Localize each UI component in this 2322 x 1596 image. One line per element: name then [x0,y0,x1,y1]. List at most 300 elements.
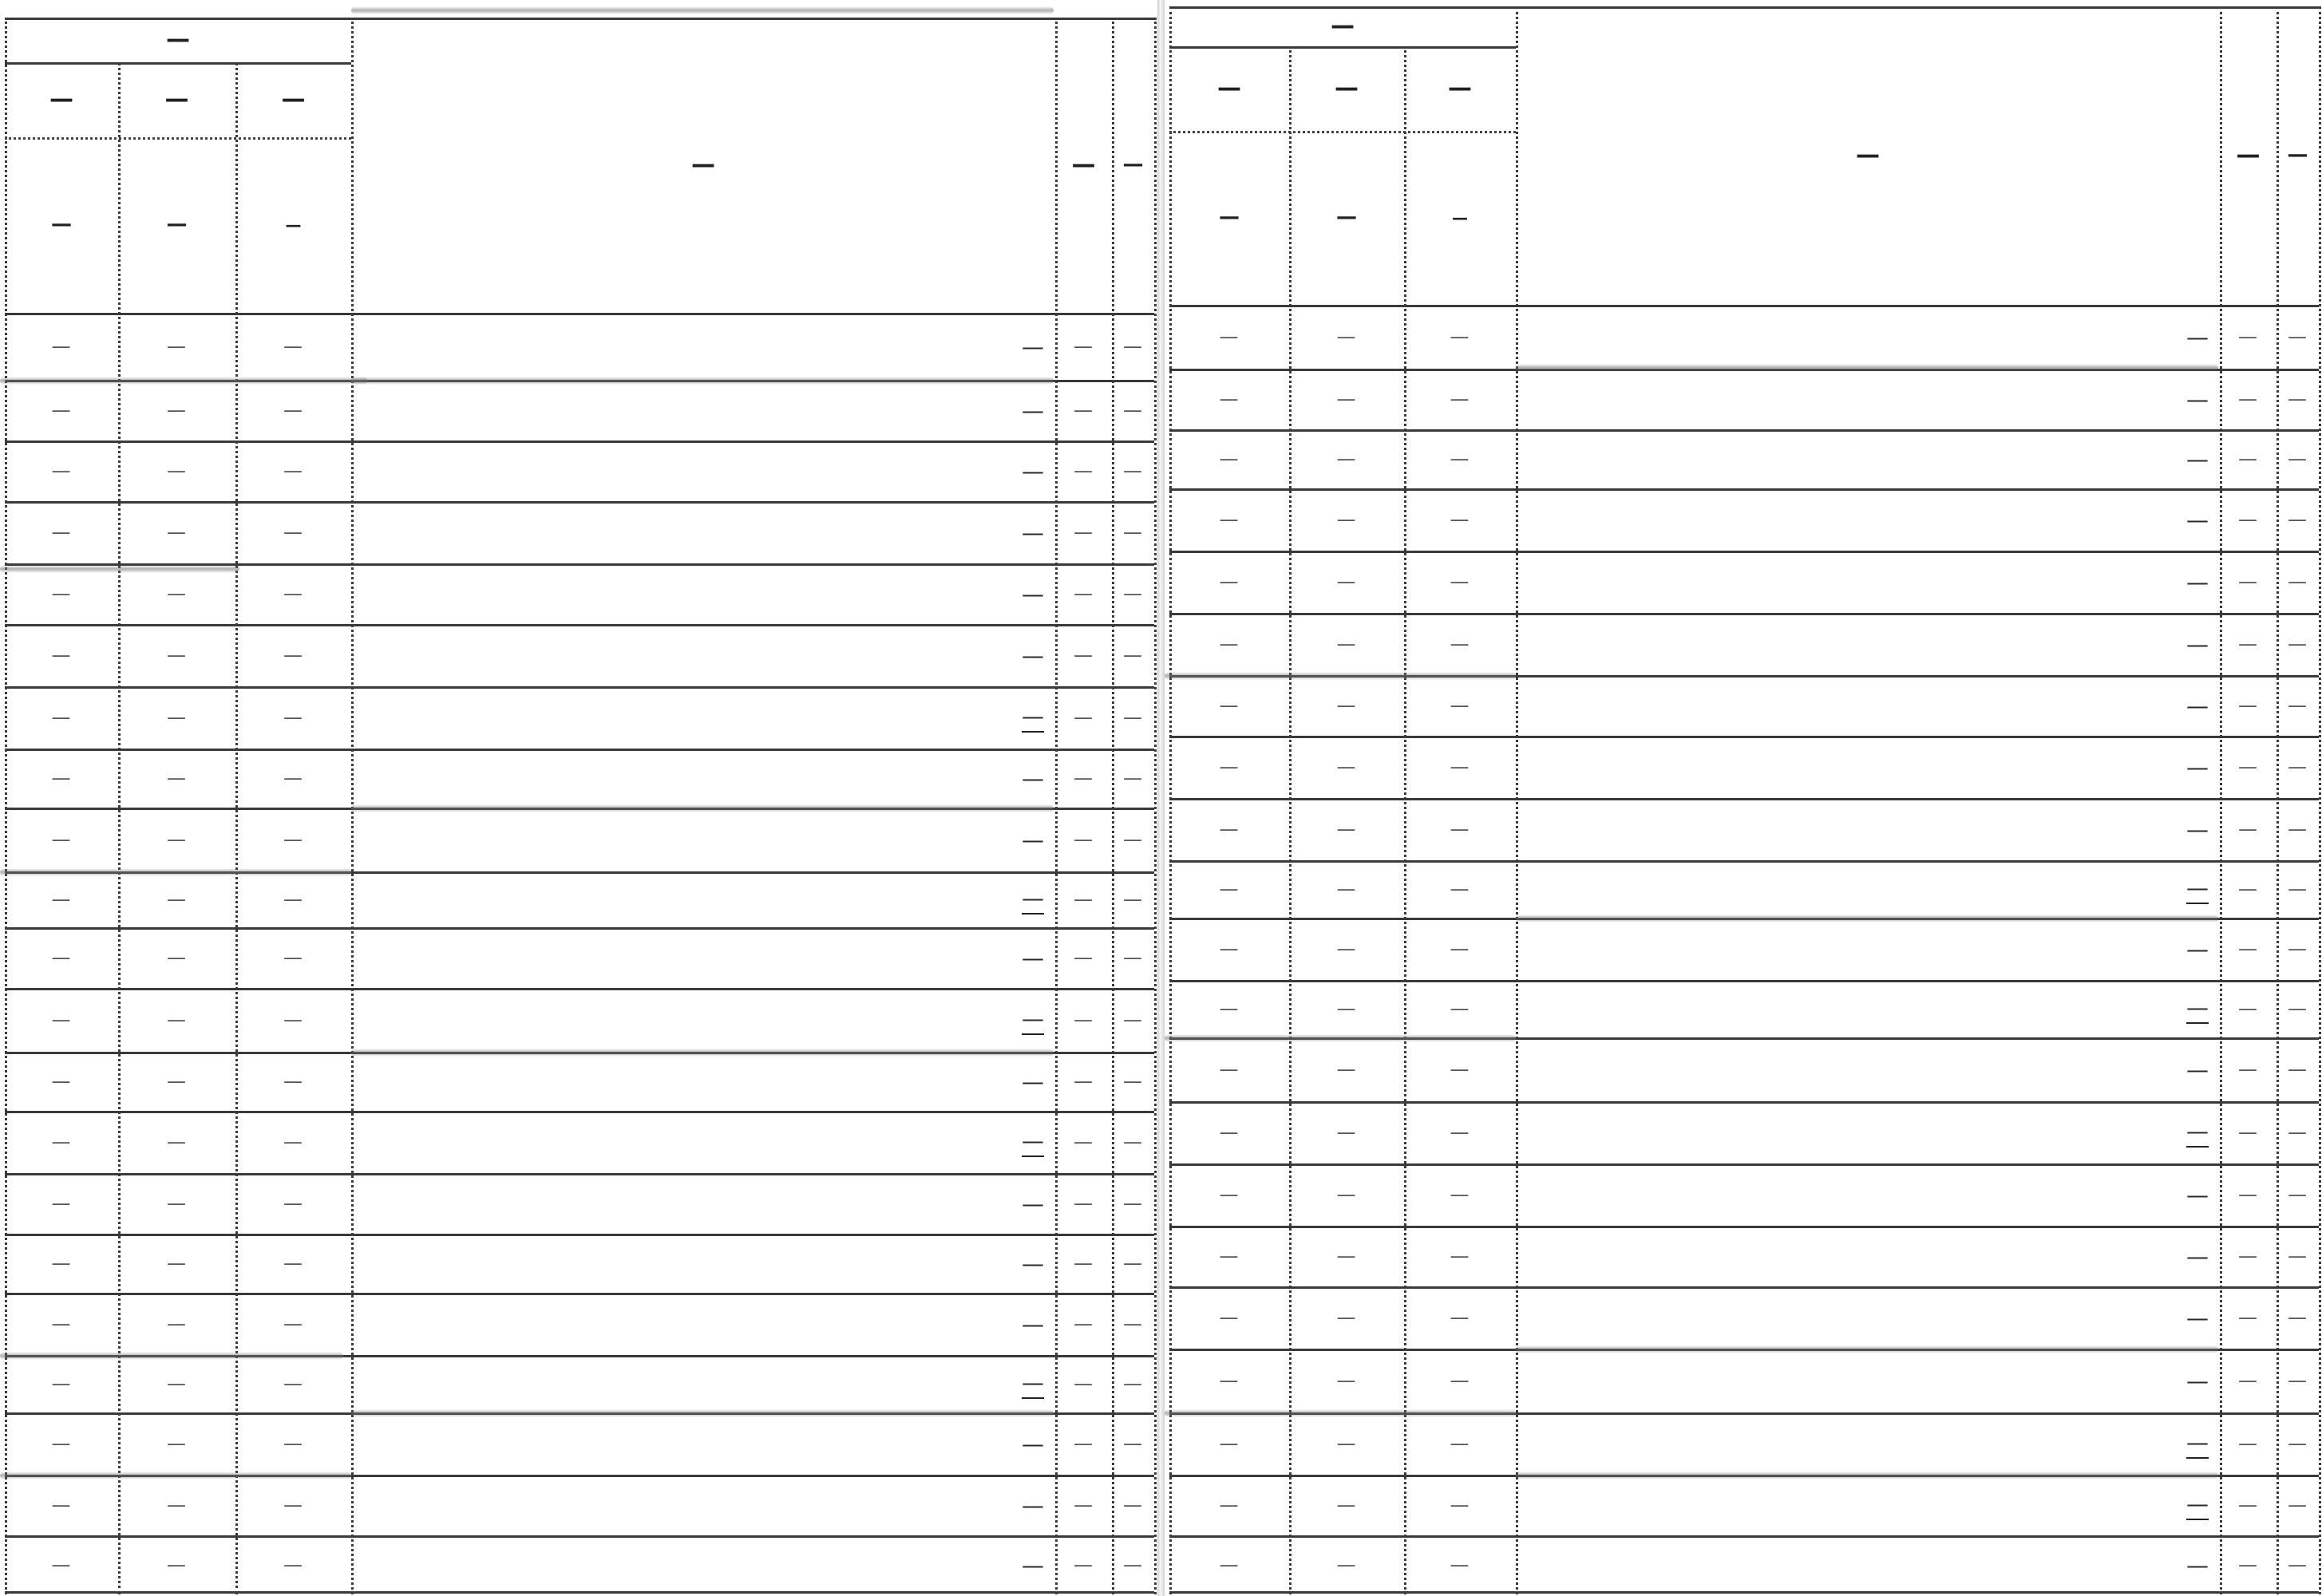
cell-col-a: — [1219,1494,1240,1516]
header-group-title: — [166,25,190,53]
row-description-text: — [2186,1242,2209,1270]
row-code: — [1074,767,1094,789]
cell-col-b: — [1336,1369,1357,1392]
row-index: — [1123,1131,1143,1153]
cell-col-a: — [1219,694,1240,717]
row-index: — [1123,583,1143,605]
cell-col-c: — [283,1554,303,1576]
row-index: — [1123,1070,1143,1092]
row-description-text: — [2186,1181,2209,1208]
row-code: — [2238,633,2258,655]
row-description-text: — [2186,1304,2209,1331]
row-description [351,313,1055,380]
row-description [351,380,1055,440]
row-description [351,808,1055,871]
header-code: — [1071,150,1096,179]
header-col-c: — [285,215,302,235]
row-index: — [1123,706,1143,729]
cell-col-b: — [167,1252,187,1274]
scan-smear [0,565,239,573]
row-index: — [2288,756,2308,778]
table-bottom-rule [5,1591,1154,1594]
cell-col-c: — [1450,508,1470,531]
cell-col-c: — [283,1252,303,1274]
row-code: — [1074,828,1094,851]
row-code: — [1074,644,1094,666]
row-index: — [1123,1373,1143,1395]
row-description [351,563,1055,624]
row-description-text: — [2186,1118,2209,1148]
cell-col-a: — [1219,1369,1240,1392]
cell-col-a: — [51,1554,72,1576]
row-index: — [1123,1494,1143,1516]
row-code: — [2238,1494,2258,1516]
row-description-text: — [1022,826,1044,853]
cell-col-a: — [51,399,72,421]
row-description-text: — [2186,323,2209,350]
cell-col-a: — [51,1009,72,1031]
header-sub-a: — [49,85,73,113]
cell-col-a: — [51,1131,72,1153]
cell-col-a: — [1219,1121,1240,1144]
scan-smear [351,1409,1054,1417]
header-sub-a: — [1217,73,1241,102]
scan-smear [1165,672,1516,680]
column-rule [1154,18,1157,1594]
row-index: — [1123,460,1143,482]
cell-col-a: — [51,1432,72,1455]
row-description [351,1535,1055,1594]
cell-col-b: — [1336,878,1357,900]
row-description-text: — [1022,1430,1044,1457]
cell-col-a: — [51,460,72,482]
cell-col-c: — [1450,571,1470,593]
cell-col-a: — [51,1494,72,1516]
row-code: — [1074,706,1094,729]
cell-col-c: — [1450,998,1470,1020]
header-col-c: — [1452,207,1468,227]
row-index: — [1123,1313,1143,1335]
header-col-b: — [1336,205,1357,230]
cell-col-c: — [1450,1058,1470,1080]
row-index: — [2288,1432,2308,1455]
cell-col-a: — [1219,756,1240,778]
cell-col-b: — [1336,633,1357,655]
header-col-a: — [1219,205,1240,230]
row-code: — [2238,1554,2258,1576]
row-index: — [2288,633,2308,655]
row-description [351,624,1055,686]
row-index: — [2288,388,2308,410]
row-description-text: — [1022,1310,1044,1337]
row-description-text: — [2186,445,2209,472]
row-description-text: — [1022,1005,1044,1035]
column-rule [2319,6,2321,1594]
cell-col-a: — [51,1313,72,1335]
row-description [1516,860,2220,918]
row-code: — [1074,399,1094,421]
row-description-text: — [2186,630,2209,658]
scan-smear [0,1352,343,1360]
row-index: — [2288,1058,2308,1080]
row-description-text: — [2186,994,2209,1024]
row-code: — [2238,1369,2258,1392]
cell-col-c: — [1450,1245,1470,1267]
cell-col-b: — [167,1009,187,1031]
scan-smear [0,377,367,385]
cell-col-b: — [1336,998,1357,1020]
cell-col-c: — [283,1494,303,1516]
row-description-text: — [1022,1369,1044,1399]
cell-col-c: — [1450,694,1470,717]
row-index: — [1123,888,1143,911]
row-code: — [1074,1432,1094,1455]
cell-col-b: — [1336,508,1357,531]
row-code: — [1074,335,1094,358]
cell-col-c: — [1450,388,1470,410]
row-description-text: — [1022,885,1044,915]
row-description-text: — [1022,944,1044,971]
cell-col-c: — [283,1373,303,1395]
row-index: — [1123,521,1143,543]
row-index: — [1123,1192,1143,1215]
cell-col-b: — [167,644,187,666]
row-description [1516,429,2220,488]
row-index: — [2288,694,2308,717]
cell-col-a: — [1219,388,1240,410]
row-description-text: — [2186,1429,2209,1459]
cell-col-b: — [1336,1554,1357,1576]
row-description [351,1111,1055,1173]
row-code: — [2238,1245,2258,1267]
row-description [1516,918,2220,980]
cell-col-a: — [51,583,72,605]
cell-col-a: — [51,888,72,911]
row-description [1516,736,2220,798]
row-description [1516,1349,2220,1412]
row-description-text: — [2186,1551,2209,1578]
row-description-text: — [2186,692,2209,719]
cell-col-c: — [1450,448,1470,470]
row-description [351,1355,1055,1412]
row-description-text: — [1022,1491,1044,1519]
row-code: — [2238,326,2258,348]
row-index: — [2288,1183,2308,1206]
cell-col-c: — [1450,756,1470,778]
row-description [1516,369,2220,429]
cell-col-c: — [1450,1494,1470,1516]
cell-col-b: — [167,1313,187,1335]
row-code: — [2238,1121,2258,1144]
cell-col-a: — [1219,1183,1240,1206]
cell-col-c: — [1450,1183,1470,1206]
cell-col-a: — [51,335,72,358]
cell-col-b: — [167,1192,187,1215]
cell-col-c: — [283,399,303,421]
cell-col-b: — [1336,756,1357,778]
scan-smear [1516,1472,2218,1479]
row-description [1516,1535,2220,1594]
scan-smear [1516,1345,2218,1353]
cell-col-c: — [283,1131,303,1153]
cell-col-b: — [167,1494,187,1516]
row-index: — [1123,399,1143,421]
row-description-text: — [1022,703,1044,733]
row-code: — [2238,878,2258,900]
row-description-text: — [2186,1056,2209,1083]
row-index: — [2288,1245,2308,1267]
row-description [1516,613,2220,675]
cell-col-a: — [51,1070,72,1092]
row-index: — [2288,878,2308,900]
row-code: — [2238,756,2258,778]
row-code: — [2238,818,2258,840]
cell-col-a: — [51,1252,72,1274]
row-description [1516,551,2220,613]
row-description-text: — [2186,506,2209,533]
row-description [351,1052,1055,1111]
scan-smear [1516,364,2218,372]
cell-col-c: — [1450,1121,1470,1144]
cell-col-b: — [1336,1058,1357,1080]
cell-col-c: — [283,1313,303,1335]
row-description [1516,1037,2220,1101]
row-code: — [2238,448,2258,470]
row-index: — [2288,998,2308,1020]
scan-smear [1165,1034,1516,1042]
row-index: — [2288,326,2308,348]
row-code: — [2238,1432,2258,1455]
cell-col-c: — [1450,1554,1470,1576]
row-description [351,749,1055,808]
cell-col-a: — [1219,1245,1240,1267]
cell-col-b: — [1336,818,1357,840]
scan-smear [0,868,351,876]
row-code: — [2238,571,2258,593]
scan-smear [1516,915,2218,922]
row-code: — [2238,998,2258,1020]
cell-col-b: — [1336,571,1357,593]
cell-col-b: — [167,1131,187,1153]
cell-col-b: — [1336,1183,1357,1206]
row-code: — [1074,460,1094,482]
row-description [351,1412,1055,1475]
scan-smear [351,1049,1054,1057]
cell-col-b: — [167,1554,187,1576]
cell-col-b: — [1336,938,1357,960]
row-code: — [1074,1131,1094,1153]
cell-col-c: — [1450,1369,1470,1392]
cell-col-c: — [283,767,303,789]
cell-col-b: — [1336,1121,1357,1144]
cell-col-b: — [167,946,187,969]
row-code: — [1074,1554,1094,1576]
cell-col-b: — [167,583,187,605]
row-index: — [2288,1554,2308,1576]
cell-col-c: — [283,1432,303,1455]
cell-col-c: — [1450,818,1470,840]
cell-col-c: — [283,1192,303,1215]
row-description [1516,1163,2220,1226]
row-description [351,686,1055,749]
scan-smear [351,377,1054,385]
row-index: — [2288,938,2308,960]
cell-col-b: — [167,888,187,911]
row-index: — [1123,1554,1143,1576]
cell-col-b: — [167,1070,187,1092]
cell-col-b: — [167,767,187,789]
cell-col-c: — [283,1009,303,1031]
row-index: — [2288,818,2308,840]
cell-col-b: — [1336,326,1357,348]
row-code: — [1074,1252,1094,1274]
row-index: — [1123,1252,1143,1274]
cell-col-b: — [167,828,187,851]
scan-smear [351,6,1054,14]
cell-col-a: — [1219,1306,1240,1329]
row-index: — [2288,1121,2308,1144]
cell-col-a: — [51,706,72,729]
scan-sheet-left [0,0,1157,1596]
row-description [351,1234,1055,1293]
row-code: — [1074,946,1094,969]
cell-col-a: — [51,828,72,851]
cell-col-a: — [1219,1058,1240,1080]
row-description [351,988,1055,1052]
row-description [351,1293,1055,1355]
row-description-text: — [1022,1551,1044,1578]
row-description-text: — [2186,753,2209,780]
cell-col-b: — [167,521,187,543]
header-sub-b: — [1335,73,1359,102]
row-index: — [1123,1432,1143,1455]
header-code: — [2236,140,2261,169]
data-table-left [0,0,1157,1596]
row-description-text: — [1022,1190,1044,1217]
header-index: — [2287,143,2308,168]
row-index: — [1123,1009,1143,1031]
row-description-text: — [2186,935,2209,962]
header-col-a: — [51,212,72,237]
row-code: — [1074,1192,1094,1215]
cell-col-c: — [283,946,303,969]
cell-col-c: — [283,583,303,605]
cell-col-b: — [1336,388,1357,410]
row-index: — [2288,1306,2308,1329]
cell-col-c: — [283,644,303,666]
cell-col-b: — [167,399,187,421]
row-index: — [2288,1369,2308,1392]
cell-col-c: — [1450,1306,1470,1329]
row-description [351,440,1055,501]
cell-col-a: — [1219,998,1240,1020]
row-description-text: — [2186,1491,2209,1520]
row-description [1516,980,2220,1037]
cell-col-a: — [51,946,72,969]
row-description-text: — [1022,457,1044,484]
scan-smear [351,804,1054,812]
row-description-text: — [1022,1128,1044,1157]
row-index: — [2288,508,2308,531]
row-code: — [1074,1070,1094,1092]
scan-sheet-right [1165,0,2322,1596]
row-description-text: — [2186,568,2209,595]
cell-col-c: — [1450,633,1470,655]
row-description-text: — [1022,642,1044,669]
row-description [1516,675,2220,736]
scan-smear [0,1472,351,1479]
row-index: — [2288,571,2308,593]
cell-col-c: — [1450,1432,1470,1455]
scan-smear [1165,1409,1516,1417]
header-index: — [1122,152,1144,177]
row-description-text: — [1022,333,1044,360]
row-index: — [1123,946,1143,969]
row-code: — [2238,1183,2258,1206]
row-code: — [2238,1306,2258,1329]
cell-col-c: — [283,888,303,911]
row-description [1516,488,2220,551]
cell-col-b: — [167,335,187,358]
row-code: — [1074,888,1094,911]
row-description-text: — [2186,1367,2209,1394]
row-code: — [1074,1313,1094,1335]
row-description [1516,1286,2220,1349]
cell-col-a: — [51,644,72,666]
row-description-text: — [2186,875,2209,904]
row-code: — [1074,1009,1094,1031]
cell-col-c: — [1450,878,1470,900]
row-description-text: — [1022,580,1044,607]
cell-col-a: — [51,521,72,543]
cell-col-b: — [167,460,187,482]
row-code: — [1074,1373,1094,1395]
cell-col-c: — [283,335,303,358]
data-table-right [1165,0,2322,1596]
row-description [1516,1412,2220,1475]
cell-col-c: — [283,1070,303,1092]
cell-col-c: — [1450,326,1470,348]
row-description-text: — [2186,816,2209,843]
cell-col-b: — [167,1373,187,1395]
row-code: — [2238,694,2258,717]
table-bottom-rule [1169,1591,2319,1594]
cell-col-b: — [1336,448,1357,470]
row-description [351,871,1055,927]
header-col-b: — [166,212,188,237]
cell-col-b: — [1336,694,1357,717]
cell-col-a: — [1219,571,1240,593]
cell-col-a: — [1219,633,1240,655]
row-description-text: — [1022,519,1044,546]
cell-col-a: — [1219,508,1240,531]
row-description-text: — [1022,397,1044,424]
cell-col-c: — [283,828,303,851]
cell-col-b: — [1336,1306,1357,1329]
cell-col-a: — [51,1192,72,1215]
cell-col-c: — [1450,938,1470,960]
cell-col-a: — [1219,818,1240,840]
cell-col-a: — [51,767,72,789]
cell-col-b: — [1336,1432,1357,1455]
row-description [351,1475,1055,1535]
cell-col-a: — [1219,938,1240,960]
header-sub-c: — [1448,73,1472,102]
row-code: — [1074,1494,1094,1516]
row-description-text: — [1022,1068,1044,1095]
cell-col-b: — [167,706,187,729]
row-description-text: — [2186,385,2209,413]
